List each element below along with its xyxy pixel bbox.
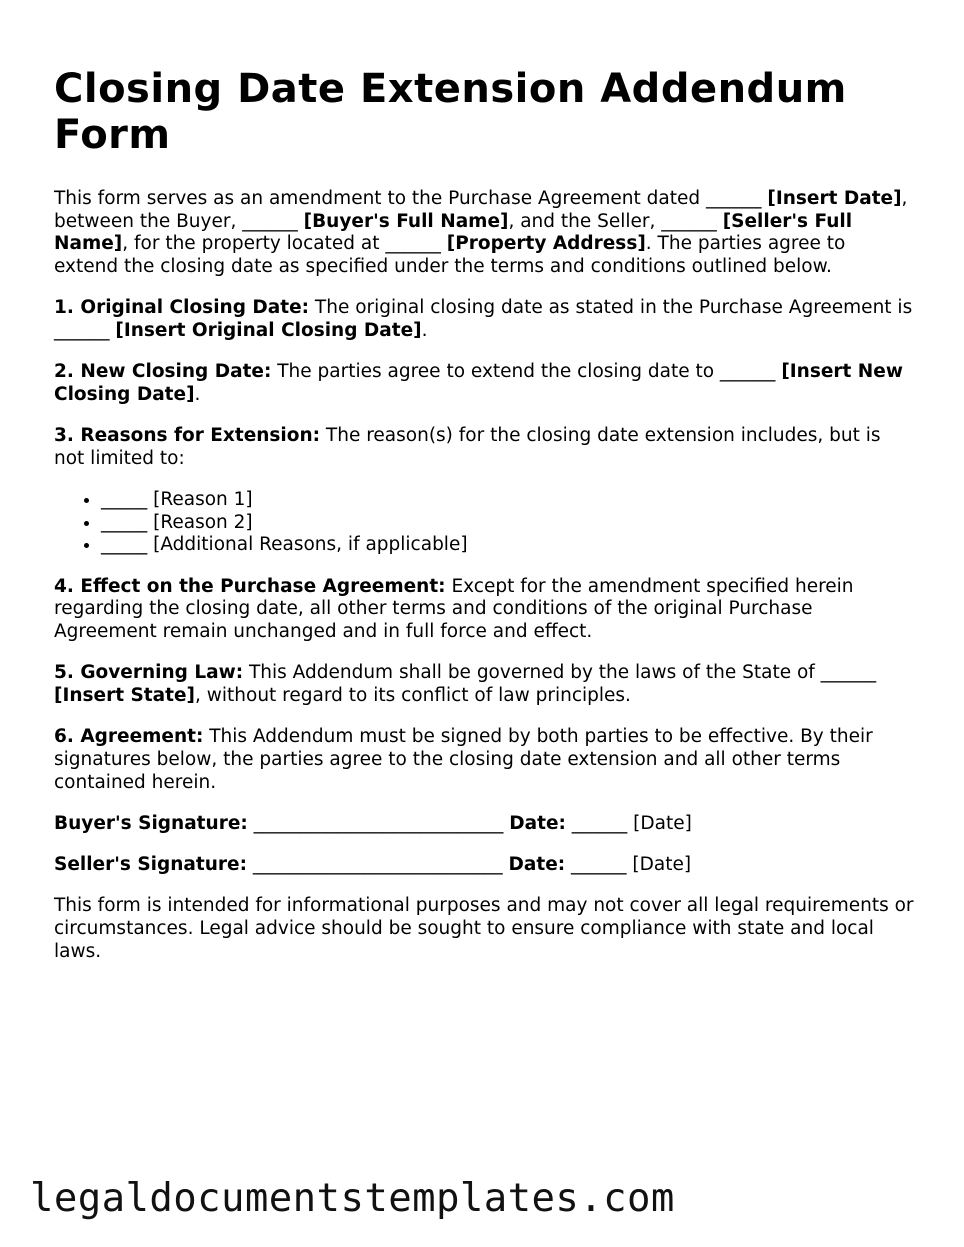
section-heading: 1. Original Closing Date: xyxy=(54,297,310,319)
section-new-closing-date xyxy=(54,361,914,406)
section-agreement xyxy=(54,726,914,794)
buyer-date-label: Date: xyxy=(509,812,566,834)
seller-date-value: ______ [Date] xyxy=(565,853,692,875)
seller-signature-blank: ___________________________ xyxy=(247,853,509,875)
seller-date-label: Date: xyxy=(508,853,566,875)
section-heading: 6. Agreement: xyxy=(54,726,204,748)
section-text: The original closing date as stated in the Purchase Agreement is ______ xyxy=(54,297,913,342)
document-page xyxy=(54,66,914,982)
intro-text-4: , for the property located at ______ xyxy=(122,233,447,255)
seller-name-placeholder: [Seller's Full Name] xyxy=(54,210,853,255)
intro-text-2: , between the Buyer, ______ xyxy=(54,188,908,232)
buyer-date-value: ______ [Date] xyxy=(565,812,692,834)
section-text: Except for the amendment specified herein regarding the closing date, all other terms and conditions of the original Purchase Agreement remain unchanged and in full force and effect. xyxy=(54,575,854,643)
seller-signature-label: Seller's Signature: xyxy=(54,853,247,875)
seller-signature-line xyxy=(54,854,914,877)
list-item: • _____ [Reason 1] xyxy=(101,489,914,512)
section-heading: 5. Governing Law: xyxy=(54,662,244,684)
list-item: • _____ [Additional Reasons, if applicable] xyxy=(101,534,914,557)
section-heading: 2. New Closing Date: xyxy=(54,361,272,383)
buyer-name-placeholder: [Buyer's Full Name] xyxy=(303,210,509,232)
section-original-closing-date xyxy=(54,297,914,342)
reasons-list xyxy=(54,489,914,557)
section-governing-law xyxy=(54,662,914,707)
intro-text-3: , and the Seller, ______ xyxy=(508,210,723,232)
buyer-signature-line xyxy=(54,813,914,836)
insert-date-placeholder: [Insert Date] xyxy=(767,188,902,209)
section-text: The reason(s) for the closing date extension includes, but is not limited to: xyxy=(54,425,881,469)
section-text-end: , without regard to its conflict of law principles. xyxy=(194,684,631,706)
list-item: • _____ [Reason 2] xyxy=(101,512,914,535)
section-text: The parties agree to extend the closing date to ______ xyxy=(271,361,782,383)
state-placeholder: [Insert State] xyxy=(54,684,195,706)
disclaimer: This form is intended for informational purposes and may not cover all legal requirements or circumstances. Legal advice should be sought to ensure compliance with state and local laws. xyxy=(54,895,914,962)
new-closing-date-placeholder: [Insert New Closing Date] xyxy=(54,361,903,405)
original-closing-date-placeholder: [Insert Original Closing Date] xyxy=(115,320,422,342)
section-heading: 4. Effect on the Purchase Agreement: xyxy=(54,575,446,597)
intro-paragraph xyxy=(54,188,914,279)
section-heading: 3. Reasons for Extension: xyxy=(54,425,321,447)
section-text-end: . xyxy=(421,320,428,342)
intro-text-5: . The parties agree to extend the closing date as specified under the terms and conditions outlined below. xyxy=(54,233,846,278)
section-text: This Addendum shall be governed by the laws of the State of ______ xyxy=(243,662,877,684)
buyer-signature-blank: ___________________________ xyxy=(247,812,510,834)
section-effect xyxy=(54,576,914,644)
property-address-placeholder: [Property Address] xyxy=(446,233,646,255)
watermark: legaldocumentstemplates.com xyxy=(30,1176,675,1221)
buyer-signature-label: Buyer's Signature: xyxy=(54,812,248,834)
intro-text-1: This form serves as an amendment to the Purchase Agreement dated ______ xyxy=(54,188,768,209)
page-title: Closing Date Extension Addendum Form xyxy=(54,66,847,158)
section-reasons xyxy=(54,425,914,470)
section-text: This Addendum must be signed by both parties to be effective. By their signatures below, the parties agree to the closing date extension and all other terms contained herein. xyxy=(54,726,873,793)
section-text-end: . xyxy=(194,383,201,405)
